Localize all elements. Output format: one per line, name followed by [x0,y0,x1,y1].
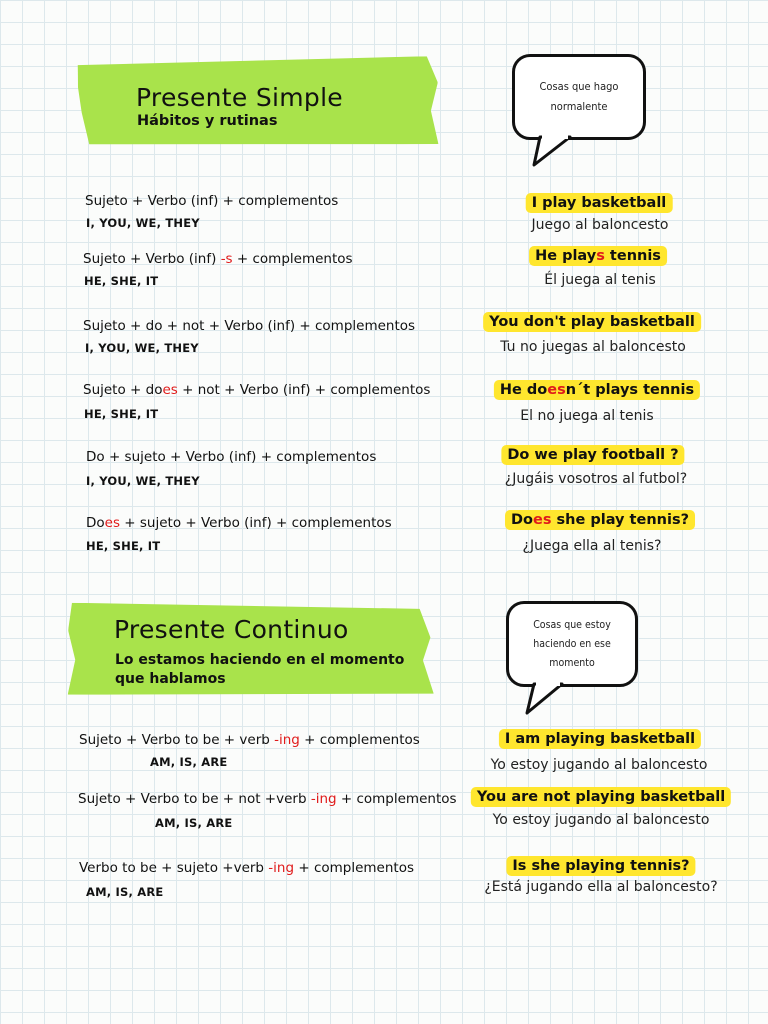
section2-bubble-text: Cosas que estoy haciendo en ese momento [533,618,611,669]
formula-row-1: Sujeto + Verbo (inf) + complementos [85,193,339,209]
formula-row-3: Sujeto + do + not + Verbo (inf) + complementos [83,318,416,334]
formula-row-4: Sujeto + does + not + Verbo (inf) + complementos [83,382,431,398]
example-row-2: He plays tennis [529,246,667,266]
translation-row-4: El no juega al tenis [520,408,654,424]
example-row-5: Do we play football ? [501,445,684,465]
pronouns-row-2: HE, SHE, IT [84,274,159,288]
pronouns-row-8: AM, IS, ARE [155,816,233,830]
example-row-4: He doesn´t plays tennis [494,380,700,400]
translation-row-2: Él juega al tenis [544,272,656,288]
translation-row-7: Yo estoy jugando al baloncesto [490,757,708,773]
formula-row-6: Does + sujeto + Verbo (inf) + complementos [86,515,392,531]
speech-bubble-tail-icon [530,132,580,172]
pronouns-row-1: I, YOU, WE, THEY [86,216,200,230]
example-row-6: Does she play tennis? [505,510,695,530]
translation-row-5: ¿Jugáis vosotros al futbol? [504,471,688,487]
pronouns-row-6: HE, SHE, IT [86,539,161,553]
section1-subtitle: Hábitos y rutinas [137,113,278,129]
section2-title: Presente Continuo [114,615,349,644]
pronouns-row-7: AM, IS, ARE [150,755,228,769]
pronouns-row-4: HE, SHE, IT [84,407,159,421]
pronouns-row-9: AM, IS, ARE [86,885,164,899]
translation-row-3: Tu no juegas al baloncesto [500,339,686,355]
example-row-8: You are not playing basketball [471,787,731,807]
example-row-7: I am playing basketball [499,729,701,749]
pronouns-row-5: I, YOU, WE, THEY [86,474,200,488]
formula-row-9: Verbo to be + sujeto +verb -ing + complementos [79,860,414,876]
pronouns-row-3: I, YOU, WE, THEY [85,341,199,355]
section1-speech-bubble [512,54,646,140]
section2-subtitle-line1: Lo estamos haciendo en el momento [115,652,405,668]
formula-row-5: Do + sujeto + Verbo (inf) + complementos [86,449,377,465]
section1-bubble-text: Cosas que hago normalente [539,80,619,113]
translation-row-1: Juego al baloncesto [531,217,669,233]
translation-row-8: Yo estoy jugando al baloncesto [492,812,710,828]
translation-row-9: ¿Está jugando ella al baloncesto? [484,879,718,895]
formula-row-8: Sujeto + Verbo to be + not +verb -ing + complementos [78,791,457,807]
section1-title: Presente Simple [136,83,343,112]
translation-row-6: ¿Juega ella al tenis? [522,538,662,554]
section2-speech-bubble [506,601,638,687]
formula-row-2: Sujeto + Verbo (inf) -s + complementos [83,251,353,267]
example-row-1: I play basketball [526,193,673,213]
example-row-3: You don't play basketball [483,312,701,332]
speech-bubble-tail-icon [520,679,570,719]
section2-subtitle-line2: que hablamos [115,671,226,687]
formula-row-7: Sujeto + Verbo to be + verb -ing + complementos [79,732,420,748]
example-row-9: Is she playing tennis? [506,856,695,876]
